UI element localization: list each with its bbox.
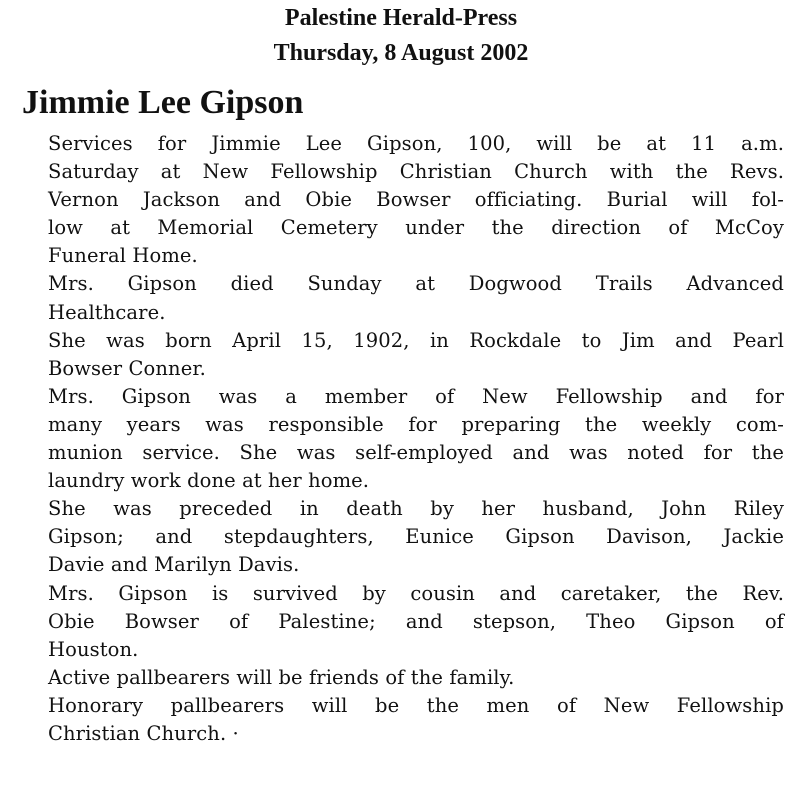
text-line: Mrs. Gipson was a member of New Fellowship and for [48,384,784,408]
publication-name: Palestine Herald-Press [284,5,518,31]
publication-date: Thursday, 8 August 2002 [273,40,529,66]
paragraph-survivors [20,580,784,664]
paragraph-preceded [20,495,784,579]
text-line: Obie Bowser of Palestine; and stepson, Theo Gipson of [48,609,784,633]
text-line: Davie and Marilyn Davis. [48,553,300,577]
paragraph-services [20,130,784,270]
text-line: Honorary pallbearers will be the men of New Fellowship [48,693,784,717]
obituary-body [20,130,784,748]
paragraph-active-pallbearers [20,664,784,692]
text-line: munion service. She was self-employed and was noted for the [48,441,784,465]
text-line: Houston. [48,637,139,661]
text-line: Bowser Conner. [48,356,206,380]
paragraph-life [20,383,784,495]
text-line: Active pallbearers will be friends of the family. [48,665,515,689]
text-line: many years was responsible for preparing the weekly com- [48,412,784,436]
text-line: She was preceded in death by her husband, John Riley [48,497,784,521]
text-line: laundry work done at her home. [48,469,370,493]
text-line: Vernon Jackson and Obie Bowser officiating. Burial will fol- [48,188,784,212]
text-line: Healthcare. [48,300,166,324]
obituary-headline: Jimmie Lee Gipson [22,84,304,121]
text-line: Mrs. Gipson died Sunday at Dogwood Trails Advanced [48,272,784,296]
text-line: Mrs. Gipson is survived by cousin and caretaker, the Rev. [48,581,784,605]
text-line: Christian Church. · [48,721,239,745]
text-line: Services for Jimmie Lee Gipson, 100, will be at 11 a.m. [48,132,784,155]
paragraph-death [20,270,784,326]
paragraph-honorary-pallbearers [20,692,784,748]
paragraph-birth [20,327,784,383]
text-line: Funeral Home. [48,244,198,268]
text-line: low at Memorial Cemetery under the direction of McCoy [48,216,784,240]
text-line: Saturday at New Fellowship Christian Church with the Revs. [48,160,784,184]
text-line: Gipson; and stepdaughters, Eunice Gipson Davison, Jackie [48,525,784,549]
text-line: She was born April 15, 1902, in Rockdale to Jim and Pearl [48,328,784,352]
